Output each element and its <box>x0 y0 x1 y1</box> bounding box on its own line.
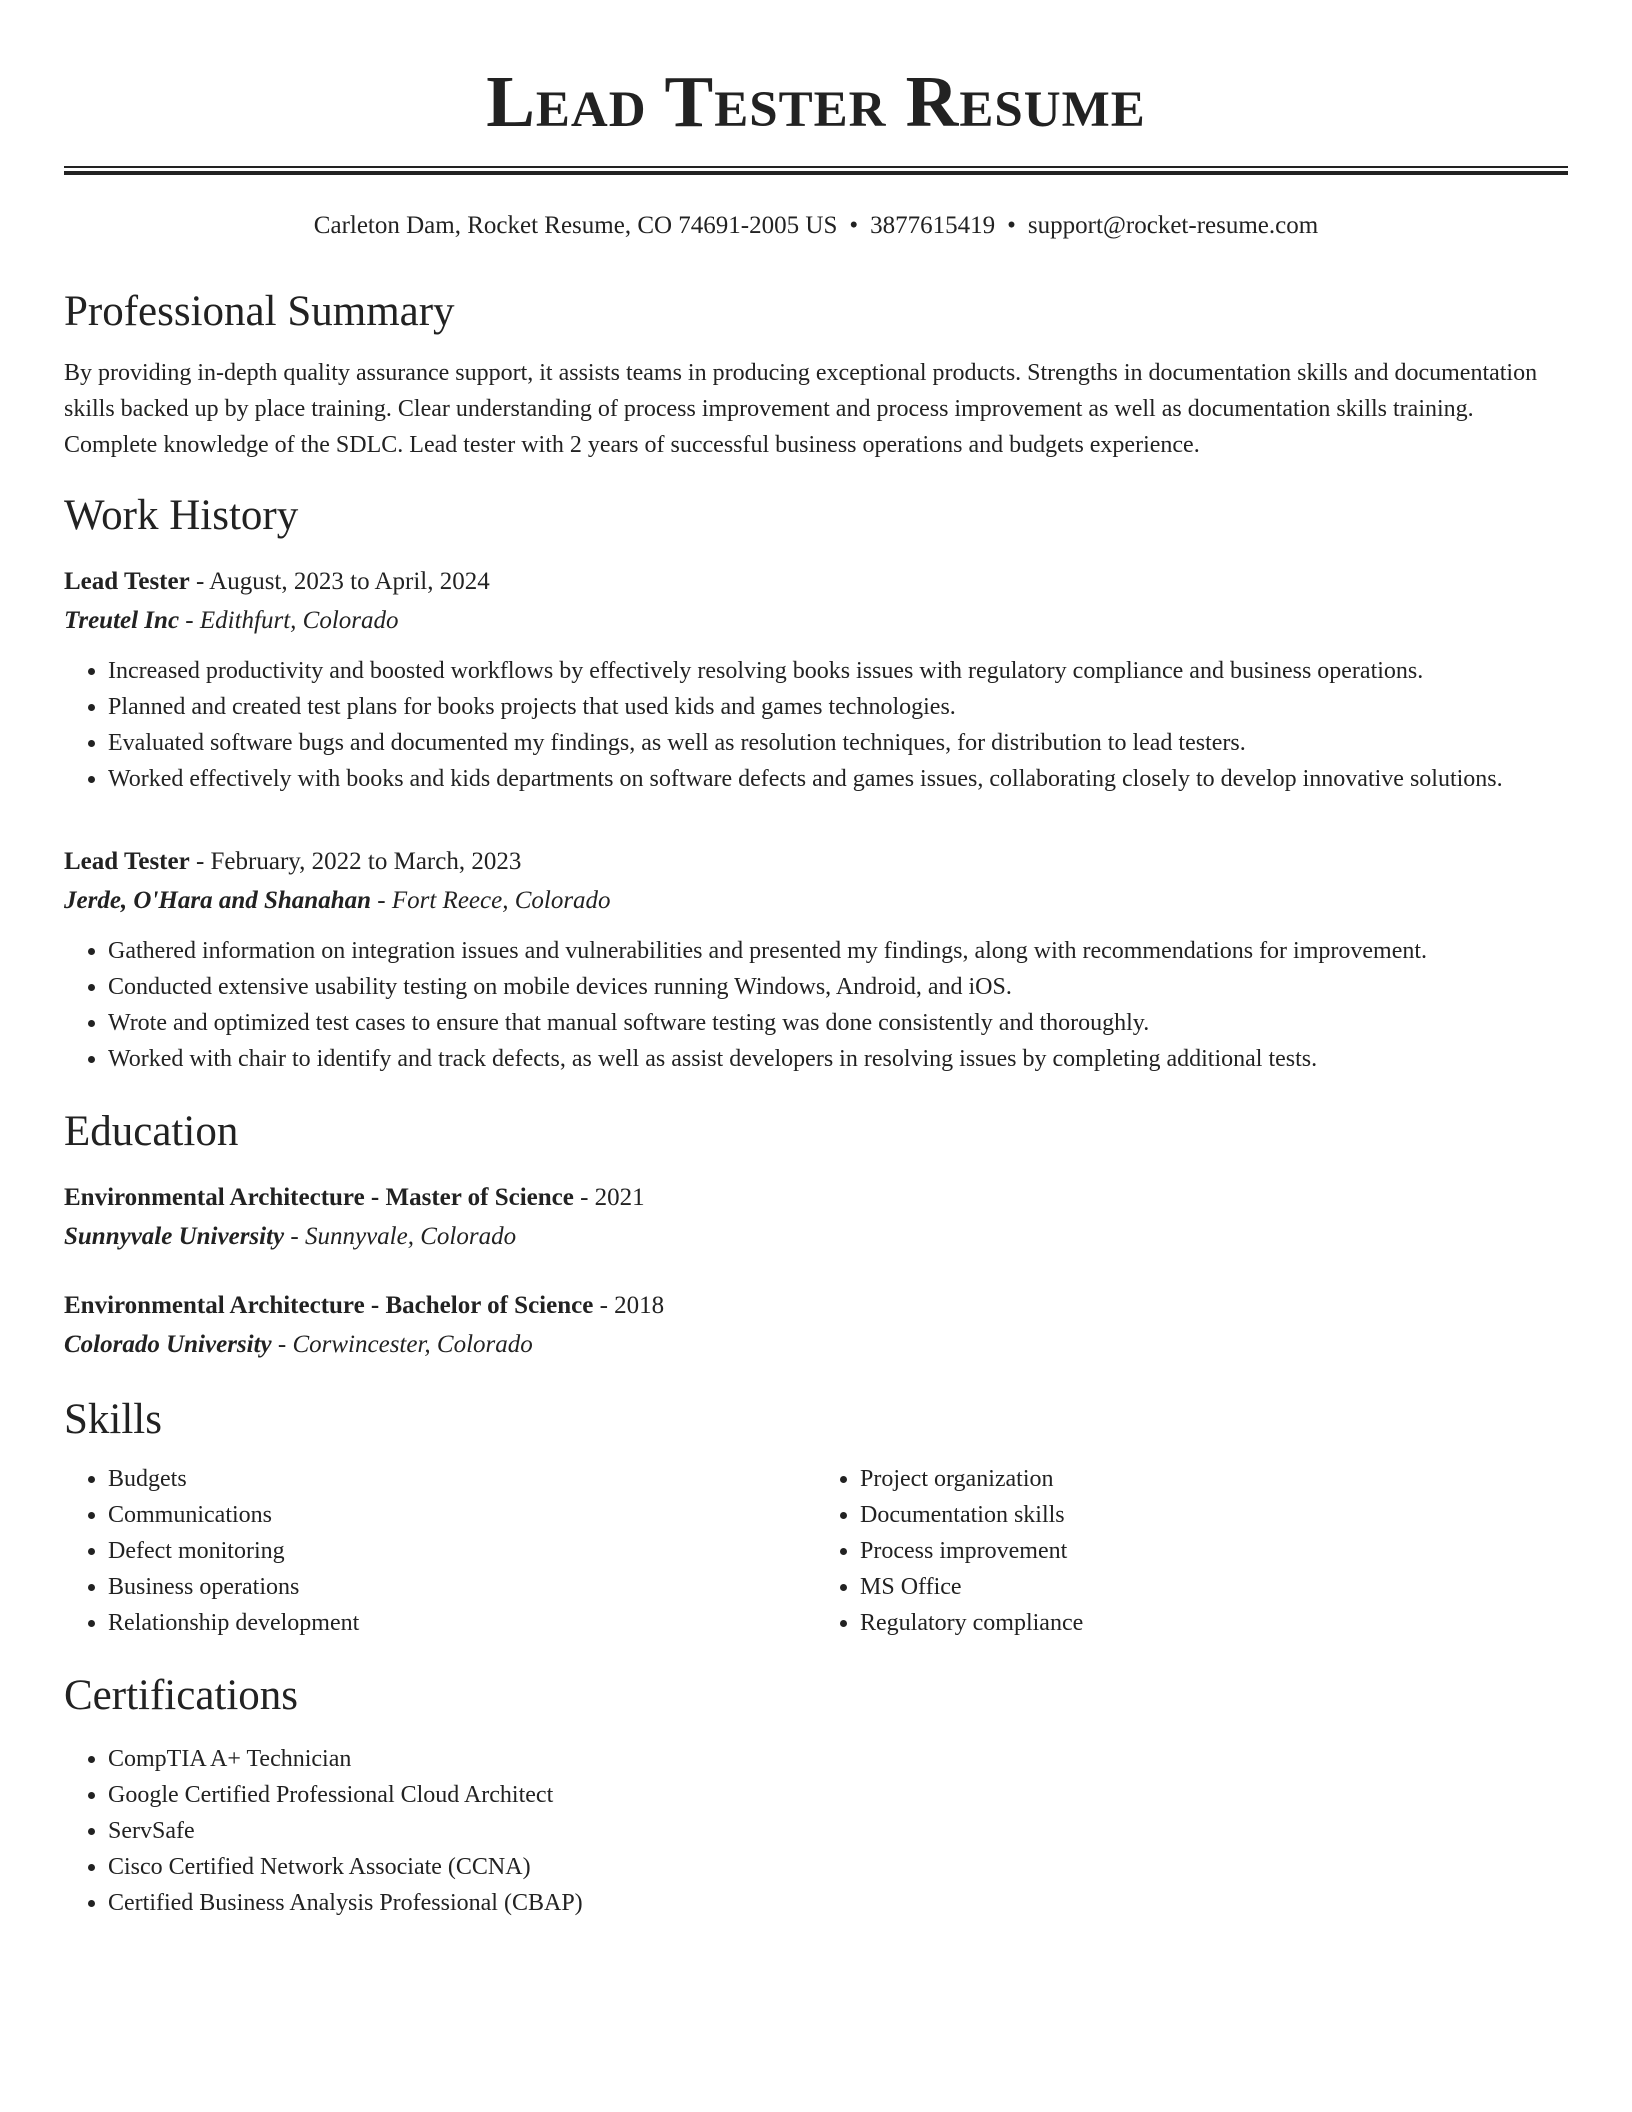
job-dates: - August, 2023 to April, 2024 <box>189 568 490 595</box>
job-title-line <box>64 843 1568 881</box>
summary-text: By providing in-depth quality assurance support, it assists teams in producing exceptional products. Strengths in documentation skills and documentation skills backed up by place training. Clear understanding of process improvement and process improvement as well as documentation skills training. Complete knowledge of the SDLC. Lead tester with 2 years of successful business operations and budgets experience. <box>64 360 1538 458</box>
job-company: Treutel Inc <box>64 607 180 634</box>
job-bullets <box>64 933 1568 1077</box>
contact-separator: • <box>1007 212 1016 239</box>
list-item: • Planned and created test plans for books projects that used kids and games technologies. <box>108 689 1568 725</box>
degree: Environmental Architecture - Master of Science <box>64 1184 574 1211</box>
school-line <box>64 1217 1568 1257</box>
contact-email: support@rocket-resume.com <box>1027 212 1319 239</box>
list-item: • Process improvement <box>860 1533 1568 1569</box>
professional-summary-section <box>64 285 1568 463</box>
section-heading-summary: Professional Summary <box>64 288 455 335</box>
job-title: Lead Tester <box>64 848 190 875</box>
section-heading-education: Education <box>64 1108 239 1155</box>
contact-address: Carleton Dam, Rocket Resume, CO 74691-2005 US <box>313 212 838 239</box>
list-item: • Cisco Certified Network Associate (CCNA) <box>108 1849 1568 1885</box>
list-item: • MS Office <box>860 1569 1568 1605</box>
job-location: - Fort Reece, Colorado <box>371 887 611 914</box>
list-item: • Project organization <box>860 1461 1568 1497</box>
school: Colorado University <box>64 1331 272 1358</box>
list-item: • Worked with chair to identify and track defects, as well as assist developers in resolving issues by completing additional tests. <box>108 1041 1568 1077</box>
job-company-line <box>64 601 1568 641</box>
contact-separator: • <box>849 212 859 239</box>
degree: Environmental Architecture - Bachelor of Science <box>64 1292 594 1319</box>
skills-columns <box>64 1461 1568 1641</box>
list-item: • CompTIA A+ Technician <box>108 1741 1568 1777</box>
job-company: Jerde, O'Hara and Shanahan <box>64 887 372 914</box>
education-section <box>64 1105 1568 1365</box>
list-item: • Relationship development <box>108 1605 816 1641</box>
list-item: • Documentation skills <box>860 1497 1568 1533</box>
job-entry <box>64 843 1568 1077</box>
degree-year: - 2021 <box>573 1184 645 1211</box>
degree-line <box>64 1179 1568 1217</box>
school: Sunnyvale University <box>64 1223 285 1250</box>
list-item: • Defect monitoring <box>108 1533 816 1569</box>
skills-list-left <box>64 1461 816 1641</box>
contact-phone: 3877615419 <box>870 212 996 239</box>
skills-section <box>64 1393 1568 1641</box>
resume-title: Lead Tester Resume <box>486 61 1146 142</box>
job-dates: - February, 2022 to March, 2023 <box>189 848 522 875</box>
list-item: • Budgets <box>108 1461 816 1497</box>
skills-list-right <box>816 1461 1568 1641</box>
list-item: • Worked effectively with books and kids departments on software defects and games issues, collaborating closely to develop innovative solutions. <box>108 761 1568 797</box>
list-item: • Business operations <box>108 1569 816 1605</box>
education-entry <box>64 1179 1568 1257</box>
degree-line <box>64 1287 1568 1325</box>
school-line <box>64 1325 1568 1365</box>
list-item: • Communications <box>108 1497 816 1533</box>
work-history-section <box>64 489 1568 1077</box>
certifications-section <box>64 1669 1568 1921</box>
list-item: • Wrote and optimized test cases to ensure that manual software testing was done consistently and thoroughly. <box>108 1005 1568 1041</box>
job-location: - Edithfurt, Colorado <box>179 607 399 634</box>
list-item: • Certified Business Analysis Professional (CBAP) <box>108 1885 1568 1921</box>
certifications-list <box>64 1741 1568 1921</box>
list-item: • Conducted extensive usability testing on mobile devices running Windows, Android, and iOS. <box>108 969 1568 1005</box>
title-divider <box>64 166 1568 175</box>
job-bullets <box>64 653 1568 797</box>
section-heading-certifications: Certifications <box>64 1672 299 1719</box>
list-item: • Increased productivity and boosted workflows by effectively resolving books issues with regulatory compliance and business operations. <box>108 653 1568 689</box>
list-item: • ServSafe <box>108 1813 1568 1849</box>
contact-line <box>64 209 1568 243</box>
school-location: - Corwincester, Colorado <box>271 1331 533 1358</box>
list-item: • Gathered information on integration issues and vulnerabilities and presented my findings, along with recommendations for improvement. <box>108 933 1568 969</box>
list-item: • Google Certified Professional Cloud Architect <box>108 1777 1568 1813</box>
degree-year: - 2018 <box>593 1292 665 1319</box>
school-location: - Sunnyvale, Colorado <box>284 1223 517 1250</box>
section-heading-work: Work History <box>64 492 299 539</box>
job-title-line <box>64 563 1568 601</box>
list-item: • Evaluated software bugs and documented my findings, as well as resolution techniques, for distribution to lead testers. <box>108 725 1568 761</box>
job-company-line <box>64 881 1568 921</box>
job-entry <box>64 563 1568 797</box>
job-title: Lead Tester <box>64 568 190 595</box>
section-heading-skills: Skills <box>64 1396 162 1443</box>
list-item: • Regulatory compliance <box>860 1605 1568 1641</box>
education-entry <box>64 1287 1568 1365</box>
